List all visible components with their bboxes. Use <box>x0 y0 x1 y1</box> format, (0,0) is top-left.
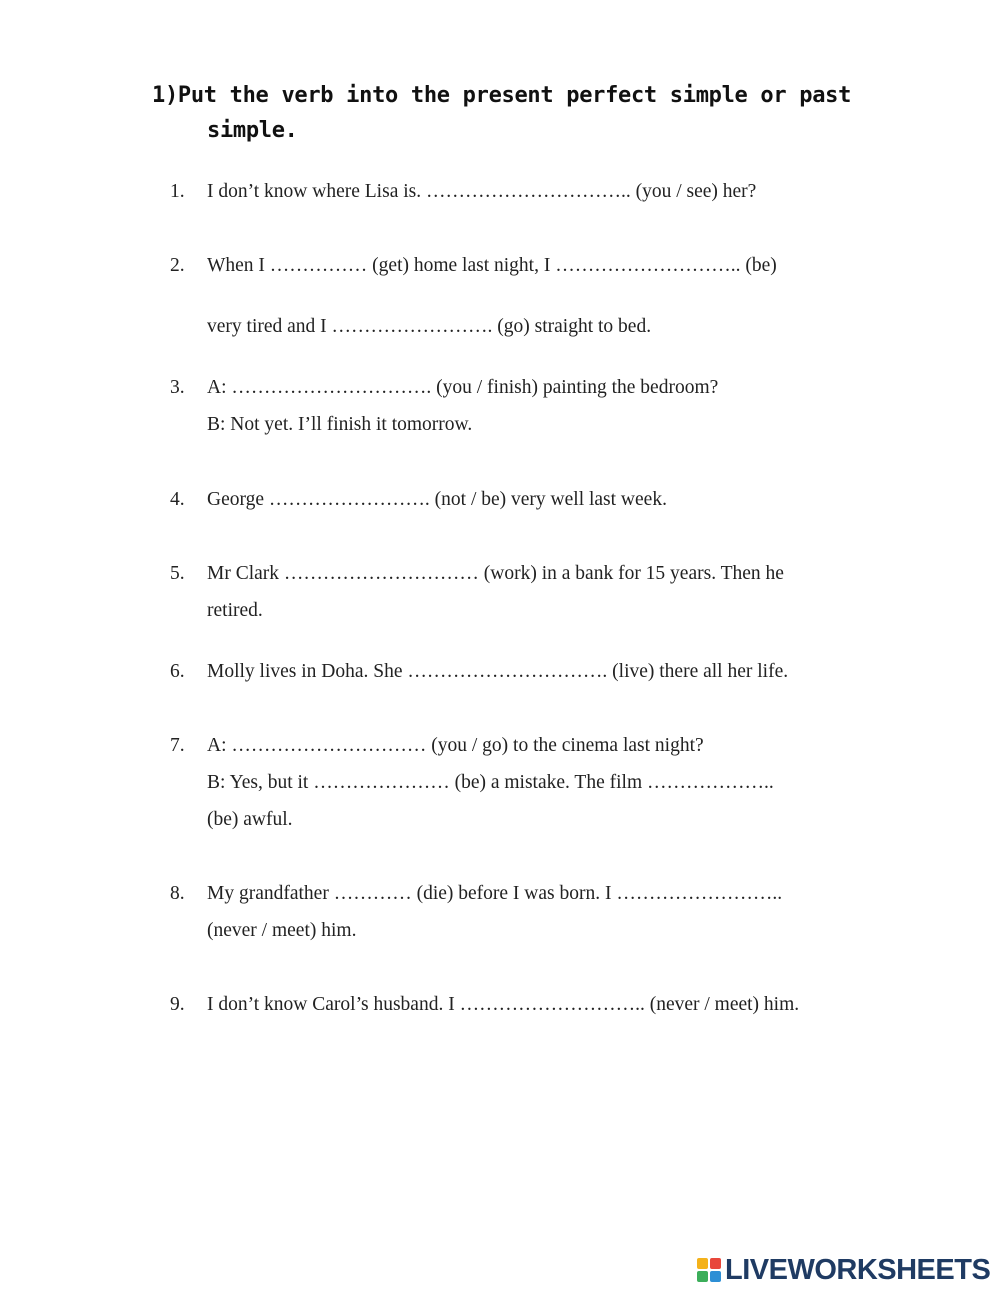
item-line: I don’t know where Lisa is. ………………………….. (you / see) her? <box>207 181 757 202</box>
worksheet-title <box>152 78 852 148</box>
item-number: 1. <box>170 181 185 202</box>
logo-square-yellow <box>697 1258 708 1269</box>
item-number: 9. <box>170 994 185 1015</box>
item-line: (never / meet) him. <box>207 920 357 941</box>
item-line: retired. <box>207 600 263 621</box>
item-number: 5. <box>170 563 185 584</box>
item-number: 7. <box>170 735 185 756</box>
item-line: (be) awful. <box>207 809 293 830</box>
logo-text: LIVEWORKSHEETS <box>725 1253 991 1286</box>
item-line: I don’t know Carol’s husband. I ……………………….. (never / meet) him. <box>207 994 800 1015</box>
logo-square-red <box>710 1258 721 1269</box>
item-line: When I …………… (get) home last night, I ……………………….. (be) <box>207 255 777 276</box>
logo-square-green <box>697 1271 708 1282</box>
item-line: A: ………………………… (you / go) to the cinema last night? <box>207 735 704 756</box>
logo-mark-icon <box>697 1258 721 1282</box>
title-line-1: 1)Put the verb into the present perfect simple or past <box>152 83 852 108</box>
item-line: B: Not yet. I’ll finish it tomorrow. <box>207 414 473 435</box>
item-number: 3. <box>170 377 185 398</box>
item-line: My grandfather ………… (die) before I was born. I …………………….. <box>207 883 783 904</box>
item-line: George ……………………. (not / be) very well last week. <box>207 489 667 510</box>
item-line: A: …………………………. (you / finish) painting the bedroom? <box>207 377 719 398</box>
item-line: Molly lives in Doha. She …………………………. (live) there all her life. <box>207 661 789 682</box>
title-line-2: simple. <box>207 118 298 143</box>
liveworksheets-logo <box>697 1255 990 1285</box>
item-number: 8. <box>170 883 185 904</box>
item-number: 2. <box>170 255 185 276</box>
item-line: Mr Clark ………………………… (work) in a bank for 15 years. Then he <box>207 563 784 584</box>
item-line: B: Yes, but it ………………… (be) a mistake. The film ……………….. <box>207 772 774 793</box>
logo-square-blue <box>710 1271 721 1282</box>
item-line: very tired and I ……………………. (go) straight to bed. <box>207 316 652 337</box>
item-number: 4. <box>170 489 185 510</box>
item-number: 6. <box>170 661 185 682</box>
